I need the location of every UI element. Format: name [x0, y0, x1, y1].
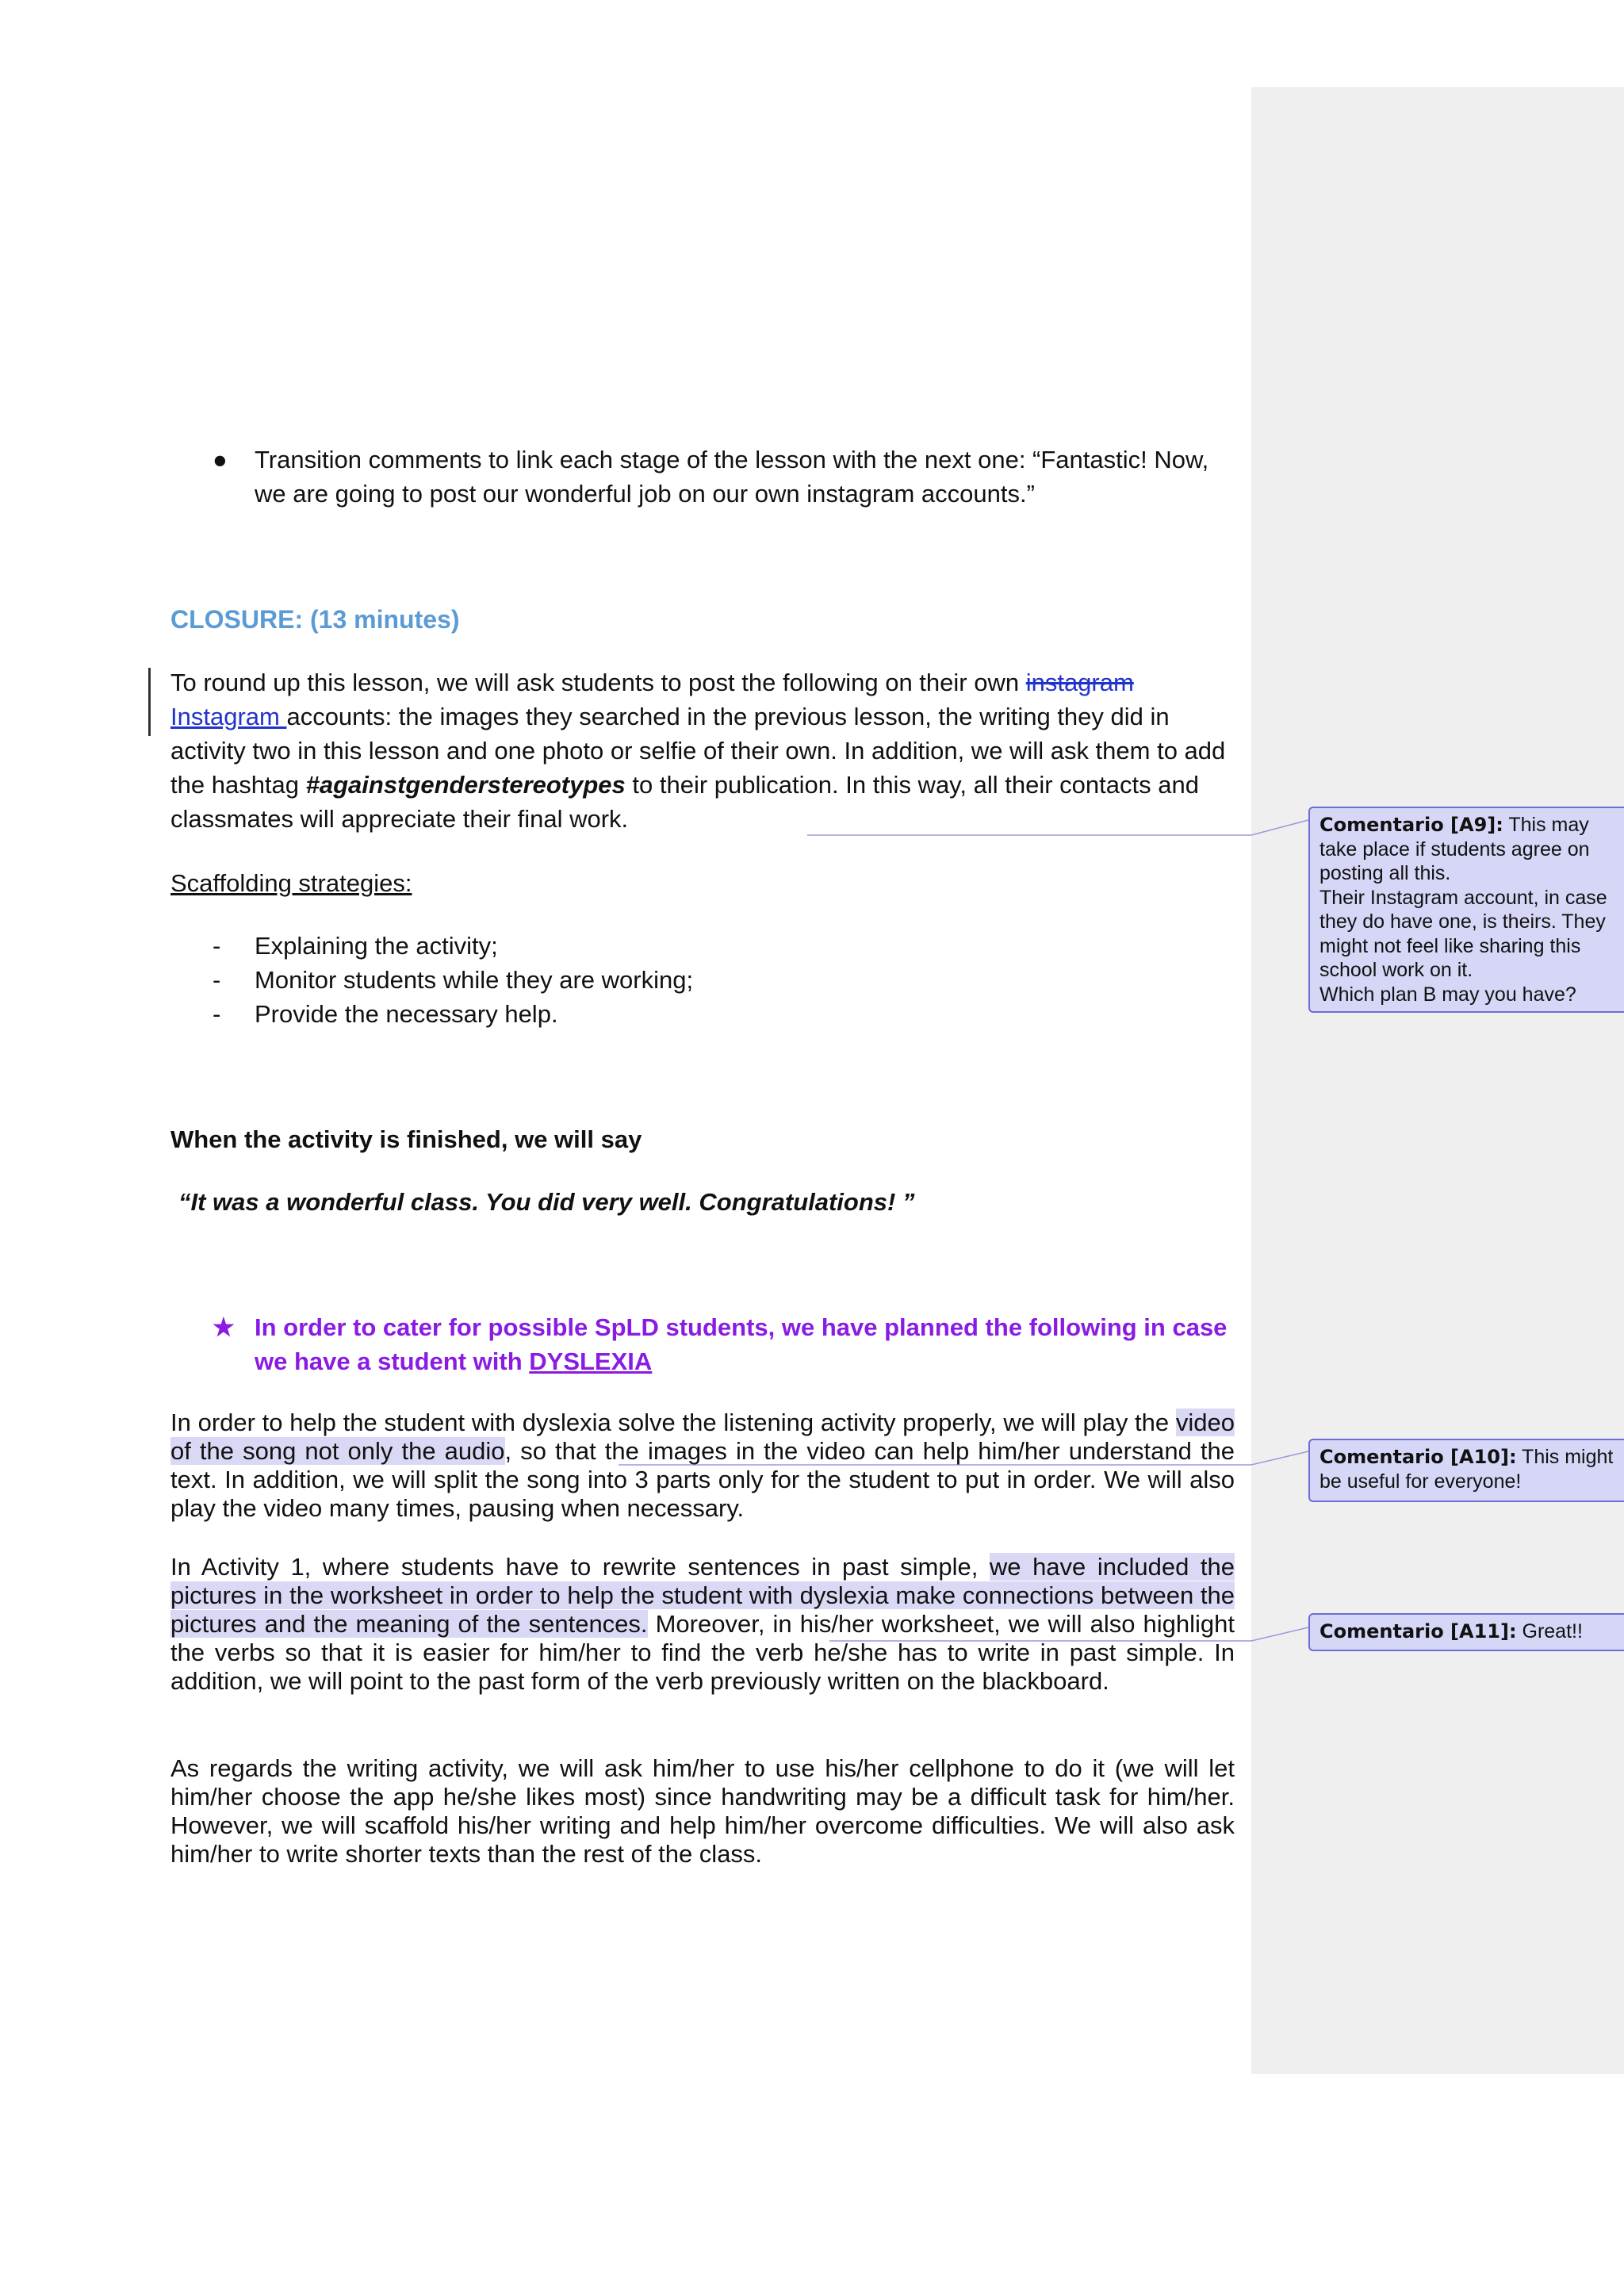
dash-icon: -: [213, 1000, 221, 1028]
finish-quote: “It was a wonderful class. You did very well. Congratulations! ”: [178, 1188, 915, 1216]
closure-text-3: to their publication. In this way, all their contacts and classmates will appreciate their final work.: [170, 771, 1199, 833]
comment-author: Comentario [A11]:: [1320, 1620, 1517, 1642]
scaffolding-item-text: Provide the necessary help.: [255, 1000, 558, 1028]
comment-author: Comentario [A10]:: [1320, 1446, 1517, 1468]
dash-icon: -: [213, 932, 221, 960]
star-icon: ★: [213, 1313, 235, 1341]
closure-heading: CLOSURE: (13 minutes): [170, 605, 460, 634]
para1-text-1: In order to help the student with dyslexia solve the listening activity properly, we will play the: [170, 1409, 1176, 1436]
bullet-icon: ●: [213, 446, 228, 473]
para2-text-1: In Activity 1, where students have to rewrite sentences in past simple,: [170, 1553, 990, 1581]
comment-a11[interactable]: [1308, 1613, 1624, 1651]
deleted-text: instagram: [1025, 669, 1134, 696]
dyslexia-paragraph-1: [170, 1409, 1235, 1523]
comment-a10[interactable]: [1308, 1439, 1624, 1502]
spld-heading-part: In order to cater for possible SpLD students, we have planned the following in case we have a student with: [255, 1313, 1228, 1375]
finish-heading: When the activity is finished, we will say: [170, 1125, 642, 1153]
transition-bullet-text: Transition comments to link each stage of the lesson with the next one: “Fantastic! Now, we are going to post our wonderful job on our own instagram accounts.”: [255, 446, 1209, 508]
revision-change-bar: [148, 668, 151, 736]
commented-highlight: we have included the pictures in the worksheet in order to help the student with dyslexia make connections between the pictures and the meaning of the sentences.: [170, 1553, 1235, 1638]
scaffolding-item-text: Explaining the activity;: [255, 932, 498, 960]
closure-paragraph: [170, 665, 1235, 836]
comment-text: This may take place if students agree on posting all this.: [1320, 814, 1590, 884]
inserted-text: Instagram: [170, 703, 287, 730]
para1-text-2: , so that the images in the video can help him/her understand the text. In addition, we will split the song into 3 parts only for the student to put in order. We will also play the video many times, pausing when necessary.: [170, 1437, 1235, 1522]
comment-text: Great!!: [1516, 1620, 1583, 1642]
comment-text: This might be useful for everyone!: [1320, 1446, 1614, 1493]
dyslexia-paragraph-2: [170, 1553, 1235, 1696]
comment-author: Comentario [A9]:: [1320, 814, 1503, 836]
dyslexia-link[interactable]: DYSLEXIA: [529, 1347, 653, 1375]
scaffolding-title: Scaffolding strategies:: [170, 869, 412, 897]
commented-highlight: video of the song not only the audio: [170, 1409, 1235, 1465]
spld-heading-text: [255, 1310, 1238, 1378]
dash-icon: -: [213, 966, 221, 994]
dyslexia-paragraph-3: As regards the writing activity, we will ask him/her to use his/her cellphone to do it (we will let him/her choose the app he/she likes most) since handwriting may be a difficult task for him/her. However, we will scaffold his/her writing and help him/her overcome difficulties. We will also ask him/her to write shorter texts than the rest of the class.: [170, 1754, 1235, 1868]
closure-text-1: To round up this lesson, we will ask students to post the following on their own: [170, 669, 1026, 696]
closure-text-2: accounts: the images they searched in the previous lesson, the writing they did in activity two in this lesson and one photo or selfie of their own. In addition, we will ask them to add the hashtag: [170, 703, 1226, 799]
comment-text: Their Instagram account, in case they do have one, is theirs. They might not feel like sharing this school work on it.: [1320, 886, 1607, 981]
scaffolding-item-text: Monitor students while they are working;: [255, 966, 694, 994]
para2-text-2: Moreover, in his/her worksheet, we will also highlight the verbs so that it is easier for him/her to find the verb he/she has to write in past simple. In addition, we will point to the past form of the verb previously written on the blackboard.: [170, 1610, 1235, 1695]
comment-text: Which plan B may you have?: [1320, 983, 1576, 1006]
hashtag-text: #againstgenderstereotypes: [305, 771, 626, 799]
comment-a9[interactable]: [1308, 807, 1624, 1013]
